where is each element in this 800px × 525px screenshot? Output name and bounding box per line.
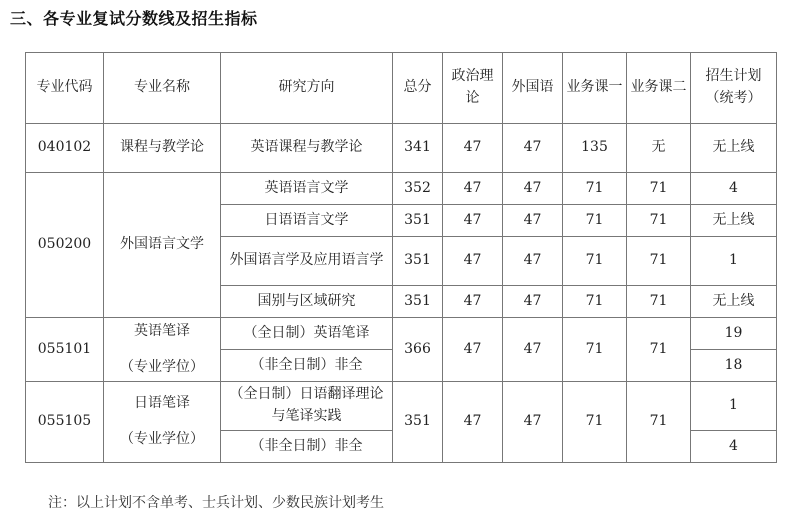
major-name-cell: [104, 318, 221, 382]
header-politics: 政治理论: [443, 53, 503, 124]
header-total: 总分: [393, 53, 443, 124]
footnote: 注：以上计划不含单考、士兵计划、少数民族计划考生: [48, 495, 384, 511]
enrollment-plan: 18: [691, 350, 777, 382]
course1-score: 71: [563, 237, 627, 286]
total-score: 366: [393, 318, 443, 382]
header-foreign: 外国语: [503, 53, 563, 124]
politics-score: 47: [443, 124, 503, 173]
course2-score: 71: [627, 205, 691, 237]
total-score: 352: [393, 173, 443, 205]
politics-score: 47: [443, 173, 503, 205]
research-direction: （非全日制）非全: [221, 350, 393, 382]
research-direction: 国别与区域研究: [221, 286, 393, 318]
header-course1: 业务课一: [563, 53, 627, 124]
course1-score: 71: [563, 382, 627, 463]
table-row: [26, 382, 777, 431]
enrollment-plan: 无上线: [691, 124, 777, 173]
header-direction: 研究方向: [221, 53, 393, 124]
total-score: 341: [393, 124, 443, 173]
research-direction: 日语语言文学: [221, 205, 393, 237]
course1-score: 71: [563, 286, 627, 318]
enrollment-plan: 无上线: [691, 286, 777, 318]
major-name-cell: [104, 382, 221, 463]
major-code: 055101: [26, 318, 104, 382]
total-score: 351: [393, 382, 443, 463]
research-direction: 英语语言文学: [221, 173, 393, 205]
header-row: [26, 53, 777, 124]
enrollment-plan: 1: [691, 237, 777, 286]
research-direction: （非全日制）非全: [221, 431, 393, 463]
major-code: 055105: [26, 382, 104, 463]
foreign-score: 47: [503, 124, 563, 173]
foreign-score: 47: [503, 286, 563, 318]
major-name: 外国语言文学: [104, 173, 221, 318]
table-row: [26, 318, 777, 350]
course1-score: 135: [563, 124, 627, 173]
total-score: 351: [393, 205, 443, 237]
major-code: 050200: [26, 173, 104, 318]
enrollment-plan: 4: [691, 173, 777, 205]
research-direction: （全日制）日语翻译理论与笔译实践: [221, 382, 393, 431]
politics-score: 47: [443, 205, 503, 237]
politics-score: 47: [443, 237, 503, 286]
section-heading: 三、各专业复试分数线及招生指标: [10, 9, 258, 28]
foreign-score: 47: [503, 173, 563, 205]
major-name: 英语笔译: [134, 322, 190, 339]
course1-score: 71: [563, 318, 627, 382]
foreign-score: 47: [503, 382, 563, 463]
header-course2: 业务课二: [627, 53, 691, 124]
course1-score: 71: [563, 173, 627, 205]
course2-score: 71: [627, 237, 691, 286]
enrollment-plan: 无上线: [691, 205, 777, 237]
total-score: 351: [393, 237, 443, 286]
course2-score: 无: [627, 124, 691, 173]
header-code: 专业代码: [26, 53, 104, 124]
major-name: 日语笔译: [134, 395, 190, 411]
research-direction: （全日制）英语笔译: [221, 318, 393, 350]
foreign-score: 47: [503, 205, 563, 237]
table-row: [26, 124, 777, 173]
politics-score: 47: [443, 382, 503, 463]
enrollment-plan: 1: [691, 382, 777, 431]
course2-score: 71: [627, 382, 691, 463]
research-direction: 英语课程与教学论: [221, 124, 393, 173]
enrollment-plan: 4: [691, 431, 777, 463]
major-degree-type: （专业学位）: [120, 431, 204, 448]
score-table: [25, 52, 777, 463]
politics-score: 47: [443, 286, 503, 318]
course2-score: 71: [627, 318, 691, 382]
table-row: [26, 173, 777, 205]
politics-score: 47: [443, 318, 503, 382]
header-plan: 招生计划（统考）: [691, 53, 777, 124]
course2-score: 71: [627, 286, 691, 318]
foreign-score: 47: [503, 318, 563, 382]
research-direction: 外国语言学及应用语言学: [221, 237, 393, 286]
total-score: 351: [393, 286, 443, 318]
course1-score: 71: [563, 205, 627, 237]
enrollment-plan: 19: [691, 318, 777, 350]
header-name: 专业名称: [104, 53, 221, 124]
major-name: 课程与教学论: [104, 124, 221, 173]
course2-score: 71: [627, 173, 691, 205]
major-degree-type: （专业学位）: [120, 358, 204, 375]
foreign-score: 47: [503, 237, 563, 286]
major-code: 040102: [26, 124, 104, 173]
